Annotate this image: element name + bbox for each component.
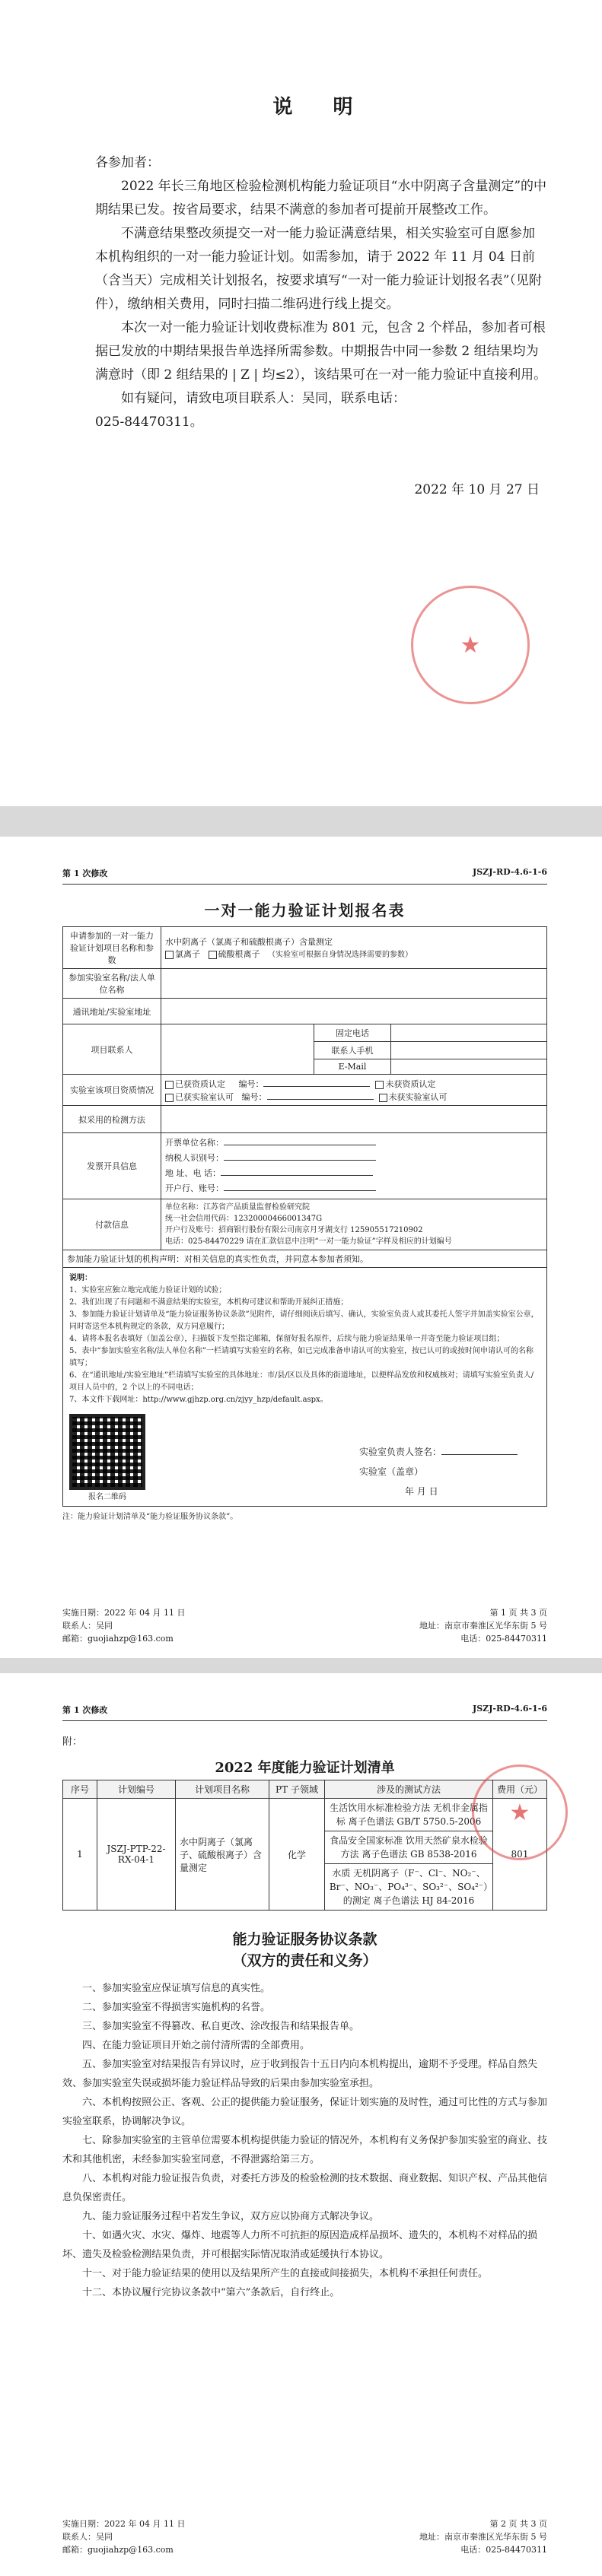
page-title: 说 明 [272, 96, 370, 119]
paragraph-3: 本次一对一能力验证计划收费标准为 801 元，包含 2 个样品，参加者可根据已发放的中期结果报告单选择所需参数。中期报告中同一参数 2 组结果均为满意时（即 2 组结果的 | Z | 均≤2），该结果可在一对一能力验证中直接利用。 [95, 320, 547, 383]
cma-yes-label: 已获资质认定 [175, 1079, 225, 1089]
edition-label: 第 1 次修改 [62, 1705, 108, 1715]
checkbox-cma-yes[interactable] [165, 1081, 174, 1089]
form-title: 一对一能力验证计划报名表 [204, 901, 406, 920]
page-header [62, 1704, 547, 1721]
tel-label: 固定电话 [314, 1024, 391, 1042]
row-number: 1 [63, 1799, 97, 1911]
official-seal-icon: ★ [411, 586, 530, 704]
seal-label: 实验室（盖章） [358, 1466, 423, 1477]
clause-item: 十、如遇火灾、水灾、爆炸、地震等人力所不可抗拒的原因造成样品损坏、遗失的，本机构不对样品的损坏、遗失及检验检测结果负责，并可根据实际情况取消或延缓执行本协议。 [62, 2230, 538, 2260]
explanation-page [0, 0, 602, 806]
email-field[interactable] [391, 1059, 547, 1075]
registration-form-page [0, 837, 602, 1658]
method-item: 生活饮用水标准检验方法 无机非金属指标 离子色谱法 GB/T 5750.5-2006 [325, 1799, 493, 1831]
email: 邮箱：guojiahzp@163.com [62, 1634, 174, 1644]
invoice-cell [161, 1133, 547, 1199]
plan-code: JSZJ-PTP-22-RX-04-1 [97, 1799, 176, 1911]
greeting: 各参加者： [95, 155, 160, 170]
clause-item: 十二、本协议履行完协议条款中“第六”条款后，自行终止。 [82, 2287, 340, 2298]
notes-cell [63, 1268, 547, 1507]
method-item: 水质 无机阴离子（F⁻、Cl⁻、NO₂⁻、Br⁻、NO₃⁻、PO₄³⁻、SO₃²⁻、SO₄²⁻）的测定 离子色谱法 HJ 84-2016 [325, 1864, 493, 1911]
payment-label: 付款信息 [63, 1199, 161, 1250]
telephone: 电话：025-84470311 [460, 2545, 547, 2555]
cma-number-field[interactable] [263, 1077, 370, 1087]
col-header: 序号 [63, 1780, 97, 1799]
col-header: 计划项目名称 [176, 1780, 269, 1799]
address-field[interactable] [161, 999, 547, 1024]
contact-name-field[interactable] [161, 1024, 314, 1075]
plan-list-page [0, 1673, 602, 2576]
cnas-number-field[interactable] [267, 1090, 374, 1100]
payment-line: 统一社会信用代码：12320000466001347G [165, 1215, 323, 1223]
option-hint: （实验室可根据自身情况选择需要的参数） [268, 951, 412, 959]
pt-field: 化学 [269, 1799, 325, 1911]
paragraph-1: 2022 年长三角地区检验检测机构能力验证项目“水中阴离子含量测定”的中期结果已发。按省局要求，结果不满意的参加者可提前开展整改工作。 [95, 179, 547, 218]
document-number: JSZJ-RD-4.6-1-6 [473, 867, 547, 877]
cnas-number-label: 编号： [241, 1092, 267, 1102]
mobile-field[interactable] [391, 1042, 547, 1059]
clause-item: 六、本机构按照公正、客观、公正的提供能力验证服务，保证计划实施的及时性，通过可比性的方式与参加实验室联系，协调解决争议。 [62, 2097, 548, 2127]
method-item: 食品安全国家标准 饮用天然矿泉水检验方法 离子色谱法 GB 8538-2016 [325, 1831, 493, 1864]
lab-name-field[interactable] [161, 969, 547, 999]
note-item: 3、参加能力验证计划请单及“能力验证服务协议条款”见附件，请仔细阅读后填写、确认，实验室负责人或其委托人签字并加盖实验室公章，同时寄送至本机构规定的条款，双方同意履行； [69, 1310, 539, 1331]
paragraph-2: 不满意结果整改须提交一对一能力验证满意结果，相关实验室可自愿参加本机构组织的一对一能力验证计划。如需参加，请于 2022 年 11 月 04 日前（含当天）完成相关计划报名，按要求填写“一对一能力验证计划报名表”（见附件），缴纳相关费用，同时扫描二维码进行线上提交。 [95, 226, 542, 312]
invoice-taxid-label: 纳税人识别号： [165, 1153, 224, 1163]
invoice-company-field[interactable] [224, 1136, 376, 1145]
invoice-address-label: 地 址、电 话： [165, 1168, 221, 1178]
address-label: 通讯地址/实验室地址 [63, 999, 161, 1024]
issue-date: 2022 年 10 月 27 日 [414, 482, 540, 497]
cnas-yes-label: 已获实验室认可 [175, 1092, 234, 1102]
impl-date: 实施日期：2022 年 04 月 11 日 [62, 1608, 186, 1618]
col-header: PT 子领域 [269, 1780, 325, 1799]
email: 邮箱：guojiahzp@163.com [62, 2545, 174, 2555]
checkbox-cnas-yes[interactable] [165, 1094, 174, 1102]
clause-item: 九、能力验证服务过程中若发生争议，双方应以协商方式解决争议。 [82, 2211, 380, 2222]
payment-line: 电话：025-84470229 请在汇款信息中注明“一对一能力验证”字样及相应的计划编号 [165, 1237, 452, 1246]
contact-person: 联系人：吴同 [62, 2532, 113, 2542]
address: 地址：南京市秦淮区光华东街 5 号 [419, 1621, 547, 1631]
edition-label: 第 1 次修改 [62, 869, 108, 878]
registration-table [62, 926, 547, 1507]
cma-no-label: 未获资质认定 [385, 1079, 436, 1089]
clause-item: 四、在能力验证项目开始之前付清所需的全部费用。 [82, 2040, 311, 2051]
program-value: 水中阴离子（氯离子和硫酸根离子）含量测定 [165, 937, 333, 947]
attachment-label: 附： [62, 1736, 83, 1748]
clause-item: 十一、对于能力验证结果的使用以及结果所产生的直接或间接损失，本机构不承担任何责任。 [82, 2268, 489, 2279]
page-footer [62, 1606, 547, 1645]
qualification-cell [161, 1075, 547, 1106]
note-item: 1、实验室应独立地完成能力验证计划的试验； [69, 1286, 227, 1294]
telephone: 电话：025-84470311 [460, 1634, 547, 1644]
invoice-bank-field[interactable] [224, 1181, 376, 1191]
page-header [62, 867, 547, 885]
method-field[interactable] [161, 1106, 547, 1133]
option-chloride: 氯离子 [175, 949, 200, 959]
clause-item: 五、参加实验室对结果报告有异议时，应于收到报告十五日内向本机构提出，逾期不予受理。样品自然失效、参加实验室失误或损坏能力验证样品导致的后果由参加实验室承担。 [62, 2059, 538, 2089]
plan-title: 2022 年度能力验证计划清单 [215, 1760, 395, 1776]
checkbox-chloride[interactable] [165, 951, 174, 959]
col-header: 涉及的测试方法 [325, 1780, 493, 1799]
invoice-label: 发票开具信息 [63, 1133, 161, 1199]
signature-field[interactable] [441, 1445, 518, 1455]
clause-item: 八、本机构对能力验证报告负责，对委托方涉及的检验检测的技术数据、商业数据、知识产权、产品其他信息负保密责任。 [62, 2173, 548, 2203]
program-cell [161, 927, 547, 969]
note-item: 2、我们出现了有问题和不满意结果的实验室，本机构可建议和帮助开展纠正措施； [69, 1298, 349, 1307]
service-terms-heading: 能力验证服务协议条款 [232, 1931, 377, 1948]
service-terms-subheading: （双方的责任和义务） [232, 1952, 377, 1969]
col-header: 计划编号 [97, 1780, 176, 1799]
notes-title: 说明： [69, 1274, 92, 1282]
official-seal-icon: ★ [472, 1764, 568, 1860]
qr-caption: 报名二维码 [88, 1493, 126, 1501]
payment-line: 单位名称：江苏省产品质量监督检验研究院 [165, 1203, 310, 1212]
payment-line: 开户行及账号：招商银行股份有限公司南京月牙湖支行 125905517210902 [165, 1226, 423, 1234]
invoice-bank-label: 开户行、账号： [165, 1183, 224, 1193]
invoice-company-label: 开票单位名称： [165, 1138, 224, 1148]
clause-item: 七、除参加实验室的主管单位需要本机构提供能力验证的情况外，本机构有义务保护参加实验室的商业、技术和其他机密，未经参加实验室同意，不得泄露给第三方。 [62, 2135, 548, 2165]
invoice-address-field[interactable] [221, 1166, 373, 1176]
page-number: 第 1 页 共 3 页 [489, 1608, 547, 1618]
checkbox-cma-no[interactable] [375, 1081, 384, 1089]
contact-label: 项目联系人 [63, 1024, 161, 1075]
cnas-no-label: 未获实验室认可 [388, 1092, 448, 1102]
note-item: 4、请将本报名表填好（加盖公章），扫描版下发至指定邮箱，保留好报名原件，后续与能力验证结果单一并寄至能力验证项目组； [69, 1335, 505, 1343]
clause-item: 一、参加实验室应保证填写信息的真实性。 [82, 1983, 271, 1994]
note-item: 6、在“通讯地址/实验室地址”栏请填写实验室的具体地址：市/县/区以及具体的街道地址，以便样品发放和权威核对；请填写实验室负责人/项目人员中的，2 个以上的不同电话； [69, 1371, 534, 1392]
impl-date: 实施日期：2022 年 04 月 11 日 [62, 2519, 186, 2529]
lab-name-label: 参加实验室名称/法人单位名称 [63, 969, 161, 999]
col-header: 费用（元） [493, 1780, 547, 1799]
qualification-label: 实验室该项目资质情况 [63, 1075, 161, 1106]
note-item: 5、表中“参加实验室名称/法人单位名称”一栏请填写实验室的名称，如已完成准备申请认可的实验室，按已认可的或按时间申请认可的名称填写； [69, 1347, 534, 1367]
checkbox-cnas-no[interactable] [379, 1094, 387, 1102]
contact-phone: 025-84470311。 [95, 415, 203, 430]
clause-item: 二、参加实验室不得损害实施机构的名誉。 [82, 2002, 271, 2013]
invoice-taxid-field[interactable] [224, 1151, 376, 1161]
service-terms-title [62, 1929, 547, 1971]
declaration: 参加能力验证计划的机构声明：对相关信息的真实性负责，并同意本参加者须知。 [63, 1250, 547, 1268]
program-label: 申请参加的一对一能力验证计划项目名称和参数 [63, 927, 161, 969]
plan-name: 水中阴离子（氯离子、硫酸根离子）含量测定 [176, 1799, 269, 1911]
qr-code-icon[interactable] [69, 1414, 145, 1490]
fee-value: 801 [511, 1849, 529, 1860]
paragraph-4: 如有疑问，请致电项目联系人：吴同，联系电话： [121, 391, 406, 406]
page-footer [62, 2517, 547, 2556]
signature-label: 实验室负责人签名： [358, 1447, 441, 1457]
page-number: 第 2 页 共 3 页 [489, 2519, 547, 2529]
method-label: 拟采用的检测方法 [63, 1106, 161, 1133]
footnote: 注：能力验证计划清单及“能力验证服务协议条款”。 [62, 1513, 238, 1521]
signature-date: 年 月 日 [404, 1486, 438, 1497]
note-item: 7、本文件下载网址：http://www.gjhzp.org.cn/zjyy_hzp/default.aspx。 [69, 1396, 328, 1404]
contact-person: 联系人：吴同 [62, 1621, 113, 1631]
option-sulfate: 硫酸根离子 [218, 949, 260, 959]
email-label: E-Mail [314, 1059, 391, 1075]
mobile-label: 联系人手机 [314, 1042, 391, 1059]
payment-cell [161, 1199, 547, 1250]
cma-number-label: 编号： [238, 1079, 264, 1089]
checkbox-sulfate[interactable] [209, 951, 217, 959]
address: 地址：南京市秦淮区光华东街 5 号 [419, 2532, 547, 2542]
clause-item: 三、参加实验室不得篡改、私自更改、涂改报告和结果报告单。 [82, 2021, 360, 2032]
document-number: JSZJ-RD-4.6-1-6 [473, 1704, 547, 1714]
tel-field[interactable] [391, 1024, 547, 1042]
